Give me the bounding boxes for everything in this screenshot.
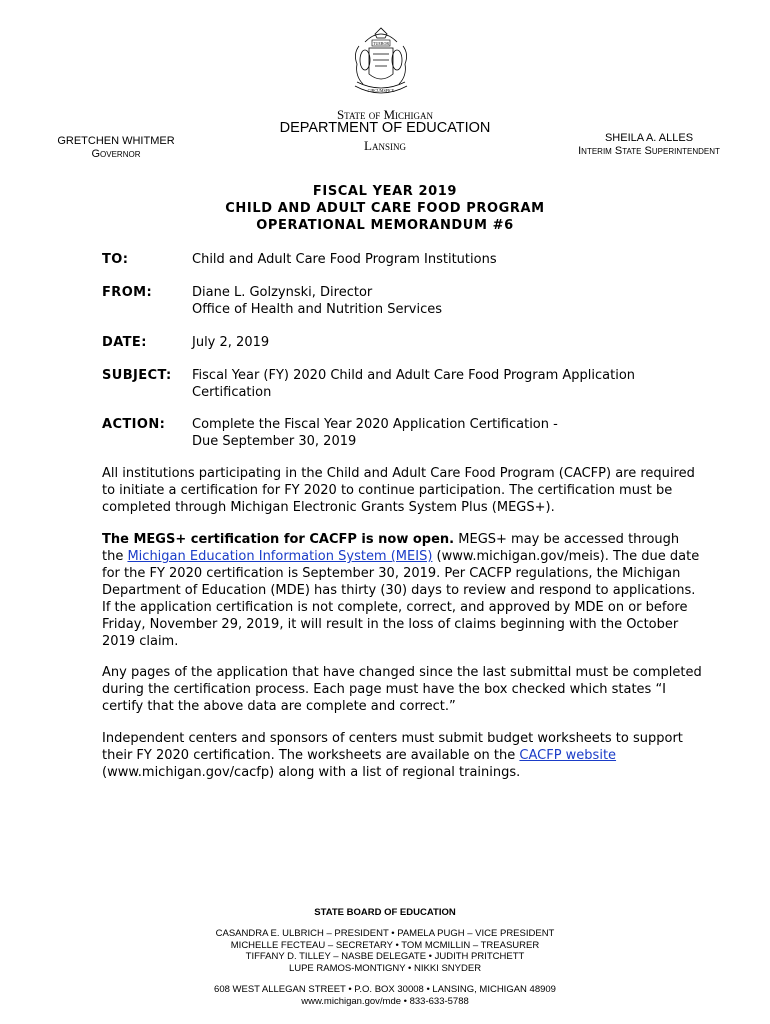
- footer-line2: MICHELLE FECTEAU – SECRETARY • TOM MCMILLIN – TREASURER: [230, 940, 540, 951]
- memo-title-line1: FISCAL YEAR 2019: [312, 184, 458, 199]
- footer-board-title: STATE BOARD OF EDUCATION: [314, 907, 456, 918]
- governor-title: Governor: [91, 148, 141, 160]
- paragraph-4-part-a: Independent centers and sponsors of centers must submit budget worksheets to support their FY 2020 certification. The worksheets are available on the: [102, 731, 683, 763]
- to-value: Child and Adult Care Food Program Institutions: [192, 252, 497, 267]
- state-seal-icon: [345, 24, 417, 104]
- state-name: State of Michigan: [336, 107, 434, 122]
- subject-value-line2: Certification: [192, 385, 272, 400]
- paragraph-2-part-b: (www.michigan.gov/meis). The due date for the FY 2020 certification is September 30, 2019. Per CACFP regulations, the Michigan Department of Education (MDE) has thirty (30) days to review and respond to applications. If the application certification is not complete, correct, and approved by MDE on or before Friday, November 29, 2019, it will result in the loss of claims beginning with the October 2019 claim.: [102, 549, 700, 649]
- cacfp-website-link[interactable]: CACFP website: [519, 748, 617, 763]
- city-name: Lansing: [364, 138, 406, 153]
- paragraph-4: [102, 730, 702, 781]
- date-label: DATE:: [102, 335, 147, 350]
- footer-contact: www.michigan.gov/mde • 833-633-5788: [301, 996, 469, 1007]
- seal-motto-bottom: CIRCUMSPICE: [367, 88, 395, 93]
- memo-title-line2: CHILD AND ADULT CARE FOOD PROGRAM: [225, 201, 545, 216]
- paragraph-1: All institutions participating in the Child and Adult Care Food Program (CACFP) are required to initiate a certification for FY 2020 to continue participation. The certification must be completed through Michigan Electronic Grants System Plus (MEGS+).: [102, 466, 695, 515]
- footer-address: 608 WEST ALLEGAN STREET • P.O. BOX 30008 • LANSING, MICHIGAN 48909: [214, 984, 556, 995]
- meis-link[interactable]: Michigan Education Information System (MEIS): [127, 549, 433, 564]
- action-label: ACTION:: [102, 417, 166, 432]
- footer-line4: LUPE RAMOS-MONTIGNY • NIKKI SNYDER: [288, 963, 482, 974]
- subject-value-line1: Fiscal Year (FY) 2020 Child and Adult Care Food Program Application: [192, 368, 636, 383]
- action-value-line1: Complete the Fiscal Year 2020 Application Certification -: [192, 417, 558, 432]
- department-name: DEPARTMENT OF EDUCATION: [279, 120, 491, 136]
- subject-label: SUBJECT:: [102, 368, 172, 383]
- to-label: TO:: [102, 252, 129, 267]
- governor-name: GRETCHEN WHITMER: [57, 135, 175, 147]
- superintendent-title: Interim State Superintendent: [578, 145, 720, 157]
- paragraph-2-part-a: MEGS+ may be accessed through the: [102, 532, 680, 564]
- paragraph-2: [102, 531, 702, 650]
- footer-line3: TIFFANY D. TILLEY – NASBE DELEGATE • JUDITH PRITCHETT: [245, 951, 525, 962]
- seal-motto-top: TUEBOR: [373, 41, 389, 46]
- memo-title-line3: OPERATIONAL MEMORANDUM #6: [256, 218, 514, 233]
- paragraph-2-lead: The MEGS+ certification for CACFP is now open.: [102, 532, 455, 547]
- paragraph-4-part-b: (www.michigan.gov/cacfp) along with a list of regional trainings.: [102, 765, 521, 780]
- superintendent-name: SHEILA A. ALLES: [604, 132, 694, 144]
- from-label: FROM:: [102, 285, 153, 300]
- from-value-line1: Diane L. Golzynski, Director: [192, 285, 373, 300]
- date-value: July 2, 2019: [192, 335, 270, 350]
- action-value-line2: Due September 30, 2019: [192, 434, 357, 449]
- footer-line1: CASANDRA E. ULBRICH – PRESIDENT • PAMELA PUGH – VICE PRESIDENT: [215, 928, 555, 939]
- from-value-line2: Office of Health and Nutrition Services: [192, 302, 443, 317]
- paragraph-3: Any pages of the application that have changed since the last submittal must be completed during the certification process. Each page must have the box checked which states “I certify that the above data are complete and correct.”: [102, 665, 702, 714]
